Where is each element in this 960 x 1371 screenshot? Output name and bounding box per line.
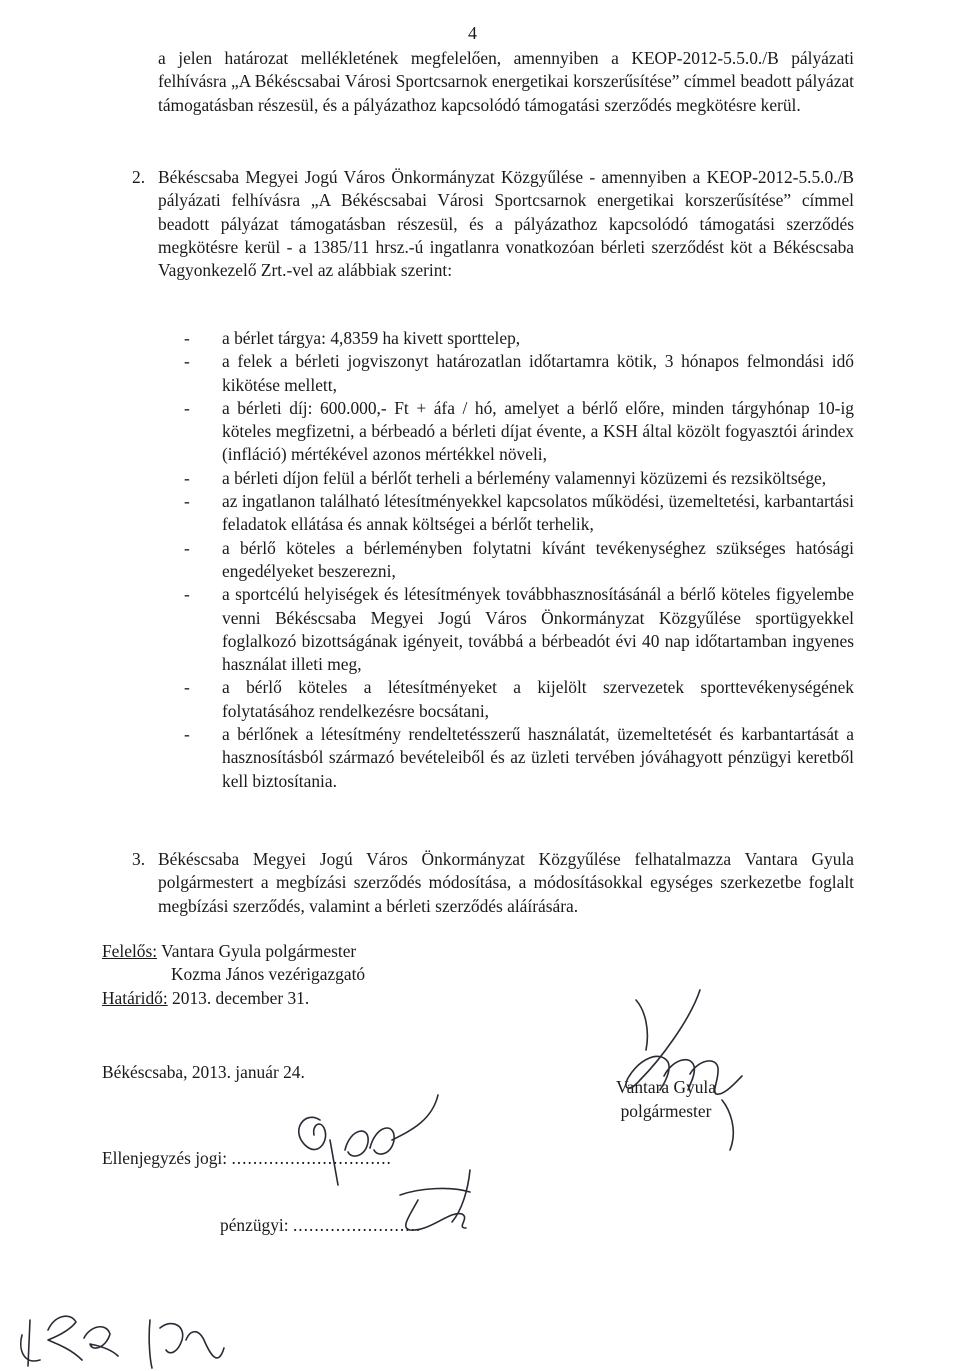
- countersign-finance-label: pénzügyi:: [220, 1215, 289, 1235]
- item-3-number: 3.: [132, 849, 146, 869]
- list-item: - a bérlőnek a létesítmény rendeltetésszerű használatát, üzemeltetését és karbantartását a hasznosításból származó bevételeiből és az üzleti tervében jóváhagyott pénzügyi keretből kell biztosítania.: [184, 723, 854, 793]
- responsible-label: Felelős:: [102, 941, 158, 961]
- mayor-title: polgármester: [620, 1101, 712, 1121]
- list-item: - az ingatlanon található létesítményekkel kapcsolatos működési, üzemeltetési, karbantartási feladatok ellátása és annak költségei a bérlőt terhelik,: [184, 490, 854, 537]
- item-2-text: Békéscsaba Megyei Jogú Város Önkormányzat Közgyűlése - amennyiben a KEOP-2012-5.5.0./B pályázati felhívásra „A Békéscsabai Városi Sportcsarnok energetikai korszerűsítése” címmel beadott pályázat támogatásban részesül, és a pályázathoz kapcsolódó támogatási szerződés megkötésre kerül - a 1385/11 hrsz.-ú ingatlanra vonatkozóan bérleti szerződést köt a Békéscsaba Vagyonkezelő Zrt.-vel az alábbiak szerint:: [158, 167, 854, 281]
- deadline-line: [102, 987, 365, 1010]
- list-item: - a bérlő köteles a bérleményben folytatni kívánt tevékenységhez szükséges hatósági engedélyeket beszerezni,: [184, 537, 854, 584]
- item-3: [132, 848, 854, 918]
- responsible-line: [102, 940, 365, 963]
- list-item: - a bérlet tárgya: 4,8359 ha kivett sporttelep,: [184, 327, 854, 350]
- initials-signature: [21, 1316, 224, 1368]
- page-number: 4: [468, 23, 477, 43]
- responsible-person-1: Vantara Gyula polgármester: [161, 941, 357, 961]
- list-item: - a bérleti díjon felül a bérlőt terheli a bérlemény valamennyi közüzemi és rezsiköltsége,: [184, 467, 854, 490]
- legal-countersign-signature: [299, 1095, 438, 1185]
- countersign-legal-label: Ellenjegyzés jogi:: [102, 1148, 228, 1168]
- mayor-name: Vantara Gyula: [616, 1077, 716, 1097]
- deadline-label: Határidő:: [102, 987, 168, 1008]
- deadline-value: 2013. december 31.: [172, 987, 310, 1008]
- place-date: Békéscsaba, 2013. január 24.: [102, 1062, 305, 1082]
- list-item: - a bérleti díj: 600.000,- Ft + áfa / hó, amelyet a bérlő előre, minden tárgyhónap 10-ig köteles megfizetni, a bérbeadó a bérleti díjat évente, a KSH által közölt fogyasztói árindex (infláció) mértékével azonos mértékkel növeli,: [184, 397, 854, 467]
- item-2-number: 2.: [132, 167, 146, 187]
- responsible-person-2: Kozma János vezérigazgató: [171, 964, 366, 985]
- countersign-legal-dots: ..............................: [231, 1148, 392, 1168]
- item-2: [132, 166, 854, 282]
- mayor-block: [596, 1075, 736, 1123]
- lease-terms-list: [184, 327, 854, 793]
- countersign-finance-dots: ........................: [292, 1215, 422, 1235]
- list-item: - a bérlő köteles a létesítményeket a kijelölt szervezetek sporttevékenységének folytatásához rendelkezésre bocsátani,: [184, 676, 854, 723]
- responsible-block: [102, 940, 365, 1010]
- list-item: - a felek a bérleti jogviszonyt határozatlan időtartamra kötik, 3 hónapos felmondási idő kikötése mellett,: [184, 350, 854, 397]
- item-3-text: Békéscsaba Megyei Jogú Város Önkormányzat Közgyűlése felhatalmazza Vantara Gyula polgármestert a megbízási szerződés módosítása, a módosításokkal egységes szerkezetbe foglalt megbízási szerződés, valamint a bérleti szerződés aláírására.: [158, 849, 854, 916]
- list-item: - a sportcélú helyiségek és létesítmények továbbhasznosításánál a bérlő köteles figyelembe venni Békéscsaba Megyei Jogú Város Önkormányzat Közgyűlése sportügyekkel foglalkozó bizottságának igényeit, továbbá a bérbeadót évi 40 nap időtartamban ingyenes használat illeti meg,: [184, 583, 854, 676]
- paragraph-1: a jelen határozat mellékletének megfelelően, amennyiben a KEOP-2012-5.5.0./B pályázati felhívásra „A Békéscsabai Városi Sportcsarnok energetikai korszerűsítése” címmel beadott pályázat támogatásban részesül, és a pályázathoz kapcsolódó támogatási szerződés megkötésre kerül.: [158, 48, 854, 115]
- countersign-finance: [220, 1214, 421, 1237]
- countersign-legal: [102, 1147, 392, 1170]
